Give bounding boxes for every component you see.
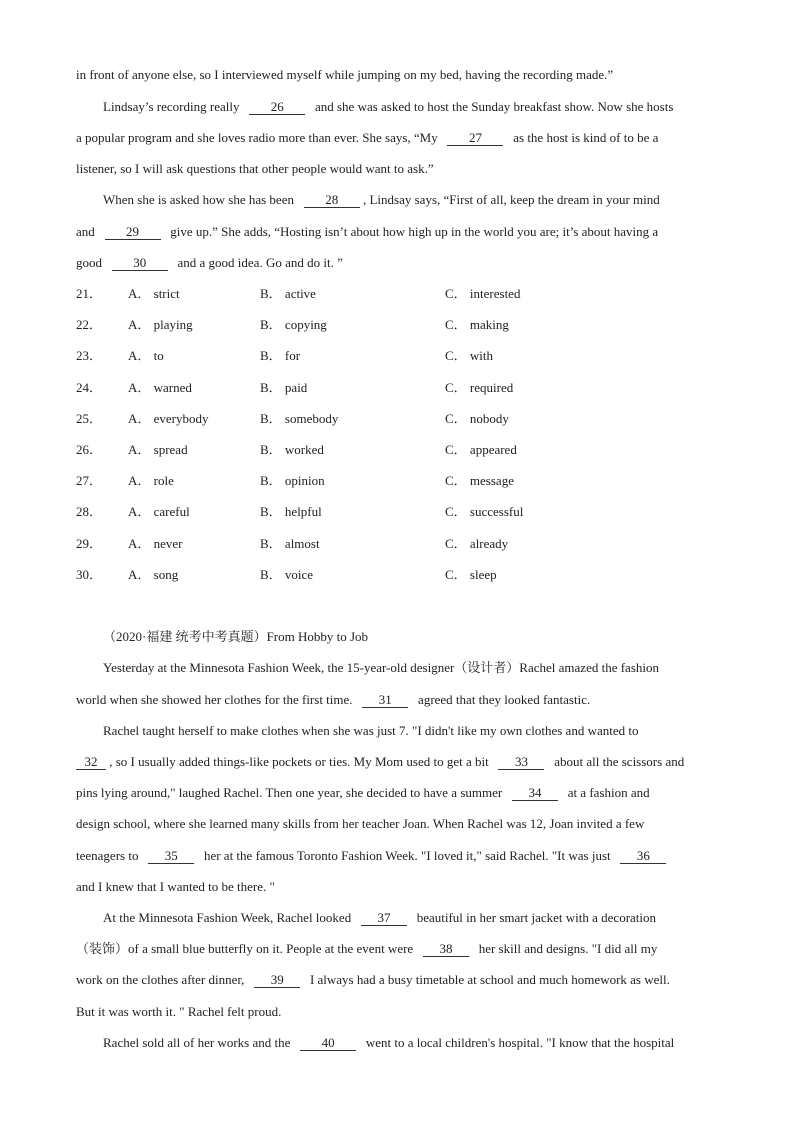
passage-line [103,1034,674,1052]
text: at a fashion and [567,785,650,800]
passage-line [76,223,658,241]
option-row [76,316,736,334]
blank-34[interactable]: 34 [512,785,558,801]
passage-line [76,815,644,833]
text: Rachel taught herself to make clothes when she was just 7. "I didn't like my own clothes and wanted to [103,723,639,738]
option-b[interactable]: B． opinion [260,473,325,488]
blank-33[interactable]: 33 [498,754,544,770]
blank-37[interactable]: 37 [361,910,407,926]
option-row [76,472,736,490]
text: design school, where she learned many skills from her teacher Joan. When Rachel was 12, Joan invited a few [76,816,645,831]
option-c[interactable]: C． with [445,348,494,363]
option-c[interactable]: C． appeared [445,442,517,457]
text: At the Minnesota Fashion Week, Rachel looked [103,910,352,925]
option-c[interactable]: C． making [445,317,509,332]
option-row [76,410,736,428]
text: good [76,255,102,270]
option-row [76,566,736,584]
question-number: 21． [76,286,103,301]
option-b[interactable]: B． somebody [260,411,339,426]
question-number: 24． [76,380,103,395]
passage-line [76,753,684,771]
blank-27[interactable]: 27 [447,130,503,146]
text: When she is asked how she has been [103,192,294,207]
text: But it was worth it. " Rachel felt proud. [76,1004,282,1019]
blank-36[interactable]: 36 [620,848,666,864]
option-row [76,285,736,303]
text: and a good idea. Go and do it. ” [177,255,343,270]
text: （装饰）of a small blue butterfly on it. People at the event were [76,941,414,956]
text: pins lying around," laughed Rachel. Then one year, she decided to have a summer [76,785,503,800]
text: , Lindsay says, “First of all, keep the dream in your mind [362,192,660,207]
question-number: 22． [76,317,103,332]
text: a popular program and she loves radio more than ever. She says, “My [76,130,438,145]
option-a[interactable]: A． careful [128,504,190,519]
passage-line [76,940,657,958]
text: give up.” She adds, “Hosting isn’t about how high up in the world you are; it’s about having a [170,224,659,239]
text: beautiful in her smart jacket with a decoration [416,910,657,925]
question-number: 25． [76,411,103,426]
passage-line [103,191,660,209]
option-row [76,441,736,459]
text: her at the famous Toronto Fashion Week. "I loved it," said Rachel. "It was just [203,848,611,863]
text: Yesterday at the Minnesota Fashion Week, the 15-year-old designer（设计者）Rachel amazed the fashion [103,660,659,675]
blank-28[interactable]: 28 [304,192,360,208]
option-b[interactable]: B． paid [260,380,308,395]
option-row [76,379,736,397]
option-a[interactable]: A． song [128,567,179,582]
option-row [76,535,736,553]
text: and I knew that I wanted to be there. " [76,879,275,894]
option-c[interactable]: C． successful [445,504,524,519]
passage-line [76,66,613,84]
option-b[interactable]: B． active [260,286,316,301]
text: and [76,224,95,239]
text: Rachel sold all of her works and the [103,1035,291,1050]
option-c[interactable]: C． required [445,380,514,395]
option-b[interactable]: B． voice [260,567,314,582]
text: listener, so I will ask questions that other people would want to ask.” [76,161,434,176]
blank-39[interactable]: 39 [254,972,300,988]
option-a[interactable]: A． playing [128,317,193,332]
text: in front of anyone else, so I interviewed myself while jumping on my bed, having the recording made.” [76,67,614,82]
option-b[interactable]: B． almost [260,536,320,551]
text: about all the scissors and [554,754,685,769]
text: as the host is kind of to be a [513,130,659,145]
option-c[interactable]: C． nobody [445,411,509,426]
option-a[interactable]: A． to [128,348,164,363]
option-c[interactable]: C． message [445,473,514,488]
text: went to a local children's hospital. "I know that the hospital [365,1035,675,1050]
passage-line [103,722,638,740]
text: work on the clothes after dinner, [76,972,245,987]
option-b[interactable]: B． helpful [260,504,322,519]
passage-line [76,971,670,989]
option-a[interactable]: A． strict [128,286,180,301]
blank-30[interactable]: 30 [112,255,168,271]
passage-line [76,160,434,178]
option-row [76,347,736,365]
section-heading [103,628,368,646]
question-number: 30． [76,567,103,582]
option-c[interactable]: C． already [445,536,509,551]
blank-40[interactable]: 40 [300,1035,356,1051]
question-number: 23． [76,348,103,363]
option-b[interactable]: B． copying [260,317,327,332]
text: agreed that they looked fantastic. [418,692,591,707]
option-a[interactable]: A． warned [128,380,192,395]
blank-29[interactable]: 29 [105,224,161,240]
passage-line [103,659,659,677]
option-c[interactable]: C． sleep [445,567,497,582]
question-number: 27． [76,473,103,488]
text: I always had a busy timetable at school and much homework as well. [309,972,670,987]
text: and she was asked to host the Sunday breakfast show. Now she hosts [314,99,674,114]
blank-32[interactable]: 32 [76,754,106,770]
text: , so I usually added things-like pockets or ties. My Mom used to get a bit [109,754,489,769]
text: world when she showed her clothes for the first time. [76,692,353,707]
option-a[interactable]: A． never [128,536,183,551]
option-b[interactable]: B． for [260,348,301,363]
passage-line [76,691,590,709]
text: her skill and designs. "I did all my [478,941,658,956]
blank-26[interactable]: 26 [249,99,305,115]
question-number: 26． [76,442,103,457]
passage-line [76,254,343,272]
passage-line [76,784,650,802]
option-b[interactable]: B． worked [260,442,324,457]
heading-text: （2020·福建 统考中考真题）From Hobby to Job [103,629,369,644]
passage-line [103,98,673,116]
option-c[interactable]: C． interested [445,286,521,301]
blank-31[interactable]: 31 [362,692,408,708]
option-a[interactable]: A． spread [128,442,188,457]
question-number: 28． [76,504,103,519]
blank-38[interactable]: 38 [423,941,469,957]
passage-line [103,909,656,927]
option-row [76,503,736,521]
option-a[interactable]: A． everybody [128,411,209,426]
passage-line [76,129,658,147]
text: Lindsay’s recording really [103,99,240,114]
blank-35[interactable]: 35 [148,848,194,864]
passage-line [76,878,275,896]
passage-line [76,1003,281,1021]
text: teenagers to [76,848,139,863]
passage-line [76,847,666,865]
option-a[interactable]: A． role [128,473,174,488]
question-number: 29． [76,536,103,551]
